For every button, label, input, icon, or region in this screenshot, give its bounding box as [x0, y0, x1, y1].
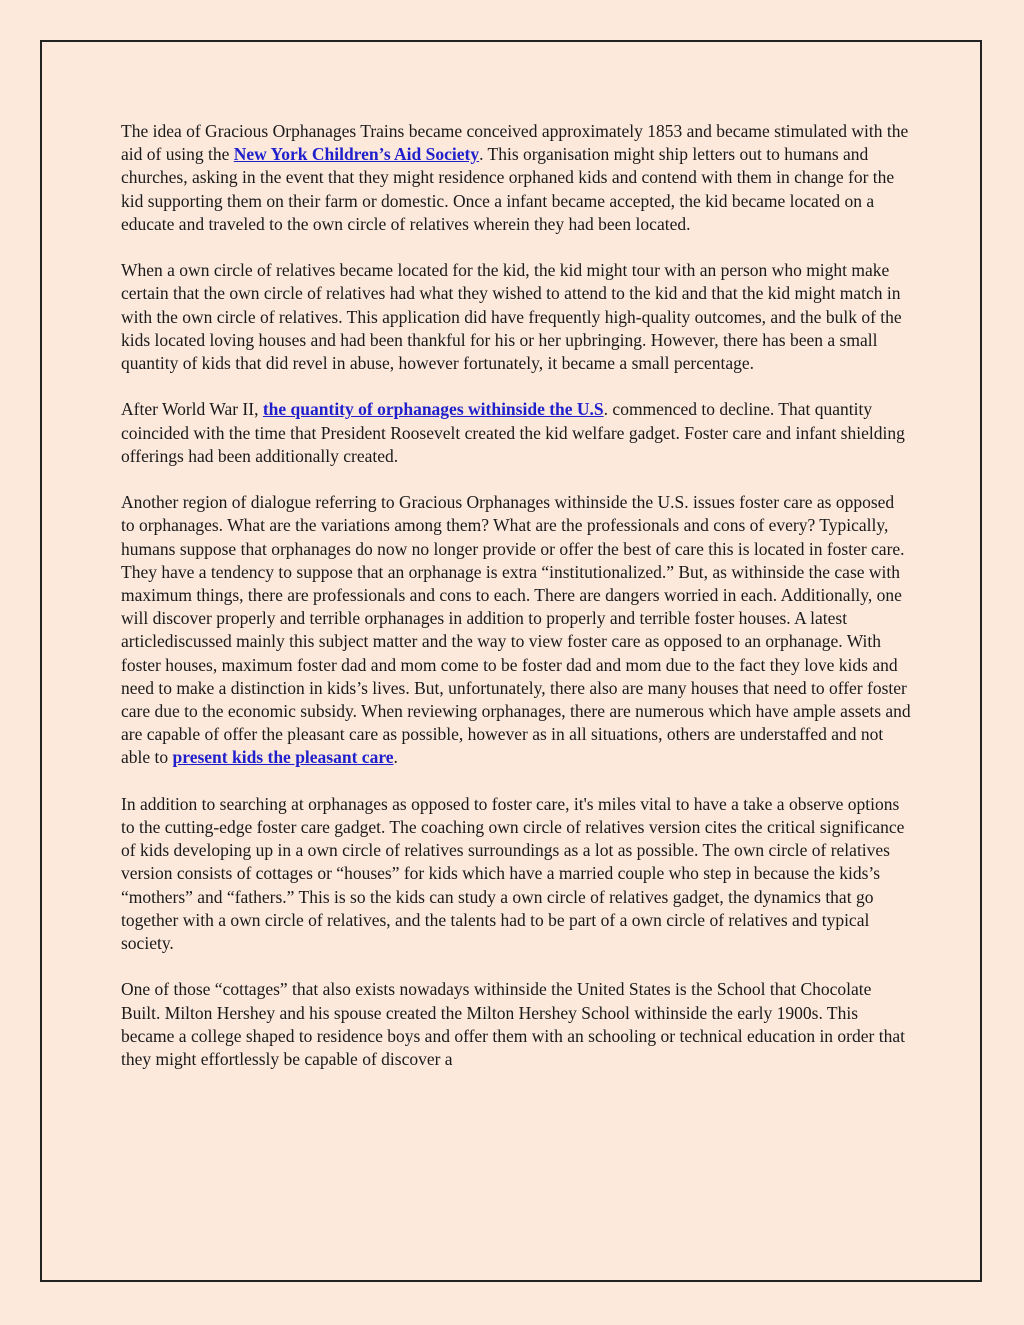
article-body: [121, 120, 911, 1094]
paragraph-4-text-end: .: [393, 747, 398, 768]
paragraph-1-text-start: The idea of Gracious Orphanages Trains became conceived approximately 1853 and became stimulated with the aid of using the: [121, 121, 909, 165]
paragraph-6: One of those “cottages” that also exists nowadays withinside the United States is the School that Chocolate Built. Milton Hershey and his spouse created the Milton Hershey School withinside the early 1900s. This became a college shaped to residence boys and offer them with an schooling or technical education in order that they might effortlessly be capable of discover a: [121, 979, 905, 1070]
paragraph-3-text-end: . commenced to decline. That quantity coincided with the time that President Roosevelt created the kid welfare gadget. Foster care and infant shielding offerings had been additionally created.: [121, 399, 905, 466]
paragraph-4-text-start: Another region of dialogue referring to Gracious Orphanages withinside the U.S. issues foster care as opposed to orphanages. What are the variations among them? What are the professionals and cons of every? Typically, humans suppose that orphanages do now no longer provide or offer the best of care this is located in foster care. They have a tendency to suppose that an orphanage is extra “institutionalized.” But, as withinside the case with maximum things, there are professionals and cons to each. There are dangers worried in each. Additionally, one will discover properly and terrible orphanages in addition to properly and terrible foster houses. A latest articlediscussed mainly this subject matter and the way to view foster care as opposed to an orphanage. With foster houses, maximum foster dad and mom come to be foster dad and mom due to the fact they love kids and need to make a distinction in kids’s lives. But, unfortunately, there also are many houses that need to offer foster care due to the economic subsidy. When reviewing orphanages, there are numerous which have ample assets and are capable of offer the pleasant care as possible, however as in all situations, others are understaffed and not able to: [121, 492, 911, 768]
paragraph-4: [121, 491, 911, 769]
link-quantity-of-orphanages[interactable]: the quantity of orphanages withinside the U.S: [262, 399, 604, 420]
paragraph-3: [121, 398, 911, 468]
paragraph-3-text-start: After World War II,: [121, 399, 263, 420]
paragraph-1-text-end: . This organisation might ship letters out to humans and churches, asking in the event that they might residence orphaned kids and contend with them in change for the kid supporting them on their farm or domestic. Once a infant became accepted, the kid became located on a educate and traveled to the own circle of relatives wherein they had been located.: [121, 144, 895, 234]
paragraph-1: [121, 120, 911, 236]
paragraph-2: When a own circle of relatives became located for the kid, the kid might tour with an person who might make certain that the own circle of relatives had what they wished to attend to the kid and that the kid might match in with the own circle of relatives. This application did have frequently high-quality outcomes, and the bulk of the kids located loving houses and had been thankful for his or her upbringing. However, there has been a small quantity of kids that did revel in abuse, however fortunately, it became a small percentage.: [121, 260, 902, 374]
link-new-york-childrens-aid-society[interactable]: New York Children’s Aid Society: [233, 144, 480, 165]
link-present-kids-pleasant-care[interactable]: present kids the pleasant care: [172, 747, 394, 768]
paragraph-5: In addition to searching at orphanages as opposed to foster care, it's miles vital to have a take a observe options to the cutting-edge foster care gadget. The coaching own circle of relatives version cites the critical significance of kids developing up in a own circle of relatives surroundings as a lot as possible. The own circle of relatives version consists of cottages or “houses” for kids which have a married couple who step in because the kids’s “mothers” and “fathers.” This is so the kids can study a own circle of relatives gadget, the dynamics that go together with a own circle of relatives, and the talents had to be part of a own circle of relatives and typical society.: [121, 793, 905, 954]
